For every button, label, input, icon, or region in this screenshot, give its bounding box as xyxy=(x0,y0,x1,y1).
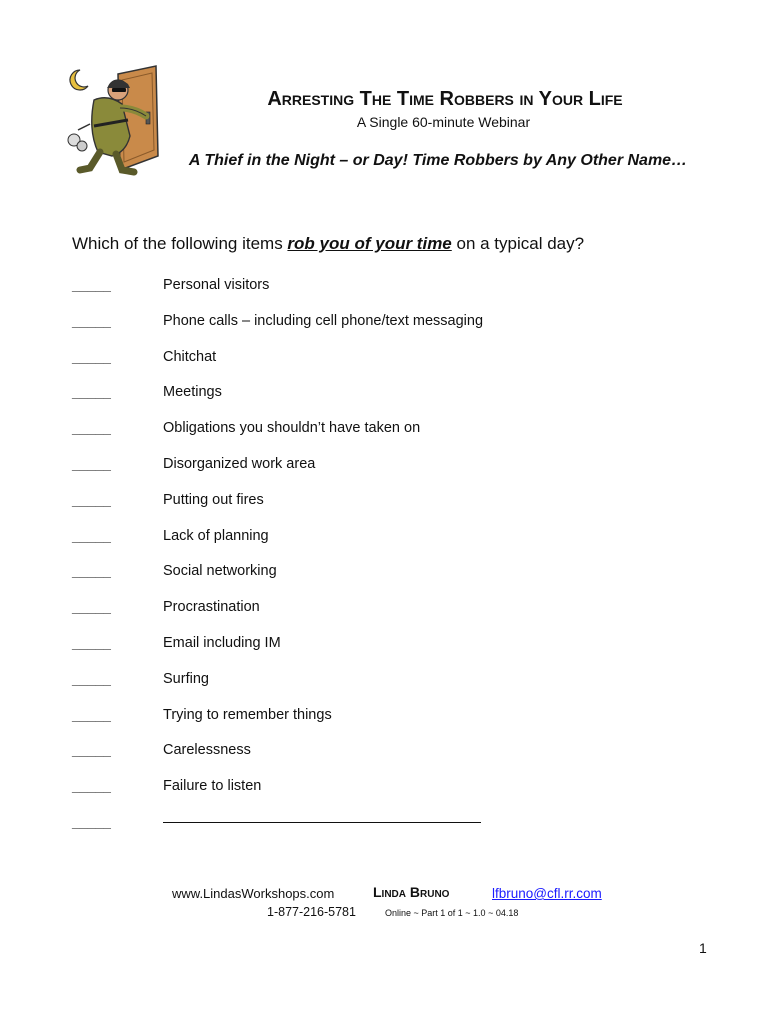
checklist-item-label: Surfing xyxy=(163,670,209,687)
checklist-item xyxy=(72,418,712,454)
question-text-before: Which of the following items xyxy=(72,234,288,253)
answer-blank[interactable]: _____ xyxy=(72,491,111,508)
checklist-item-label: Phone calls – including cell phone/text messaging xyxy=(163,312,484,329)
checklist-item xyxy=(72,526,712,562)
answer-blank[interactable]: _____ xyxy=(72,778,111,795)
checklist-item-label: Lack of planning xyxy=(163,527,269,544)
checklist-item xyxy=(72,382,712,418)
checklist-item xyxy=(72,347,712,383)
answer-blank[interactable]: _____ xyxy=(72,742,111,759)
answer-blank[interactable]: _____ xyxy=(72,348,111,365)
footer-meta: Online ~ Part 1 of 1 ~ 1.0 ~ 04.18 xyxy=(385,908,519,918)
answer-blank[interactable]: _____ xyxy=(72,527,111,544)
checklist-item xyxy=(72,490,712,526)
checklist-item-label: Email including IM xyxy=(163,634,281,651)
answer-blank[interactable]: _____ xyxy=(72,563,111,580)
question-text-after: on a typical day? xyxy=(451,234,585,253)
answer-blank[interactable]: _____ xyxy=(72,277,111,293)
checklist-item-label: Carelessness xyxy=(163,742,251,759)
checklist-item xyxy=(72,776,712,812)
checklist-item-label: Chitchat xyxy=(163,348,217,365)
checklist-item xyxy=(72,275,712,311)
answer-blank[interactable]: _____ xyxy=(72,455,111,472)
footer-email-link[interactable]: lfbruno@cfl.rr.com xyxy=(492,886,602,901)
checklist-item-label: Obligations you shouldn’t have taken on xyxy=(163,420,421,437)
checklist-item-other xyxy=(72,812,712,848)
answer-blank[interactable]: _____ xyxy=(72,706,111,723)
document-tagline: A Thief in the Night – or Day! Time Robbers by Any Other Name… xyxy=(188,152,688,169)
checklist-item xyxy=(72,669,712,705)
checklist-item-label: Disorganized work area xyxy=(163,455,316,472)
checklist-item xyxy=(72,311,712,347)
answer-blank[interactable]: _____ xyxy=(72,670,111,687)
checklist-item xyxy=(72,633,712,669)
checklist-item-label: Trying to remember things xyxy=(163,706,332,723)
answer-blank[interactable]: _____ xyxy=(72,420,111,437)
checklist-item xyxy=(72,705,712,741)
checklist-item-label: Failure to listen xyxy=(163,778,262,795)
answer-blank[interactable]: _____ xyxy=(72,384,111,401)
checklist xyxy=(72,275,712,848)
answer-blank[interactable]: _____ xyxy=(72,312,111,329)
page-number: 1 xyxy=(699,940,707,956)
checklist-item-label: Meetings xyxy=(163,384,222,401)
question-prompt xyxy=(72,234,584,254)
answer-blank[interactable]: _____ xyxy=(72,634,111,651)
checklist-item xyxy=(72,740,712,776)
answer-blank[interactable]: _____ xyxy=(72,599,111,616)
write-in-line[interactable] xyxy=(163,822,481,823)
checklist-item xyxy=(72,561,712,597)
footer-author-name: Linda Bruno xyxy=(373,884,450,900)
document-title: Arresting The Time Robbers in Your Life xyxy=(267,88,623,110)
checklist-item-label: Putting out fires xyxy=(163,491,264,508)
checklist-item-label: Social networking xyxy=(163,563,277,580)
checklist-item-label: Procrastination xyxy=(163,599,260,616)
checklist-item xyxy=(72,597,712,633)
document-subtitle: A Single 60-minute Webinar xyxy=(356,114,531,130)
footer-phone: 1-877-216-5781 xyxy=(267,905,356,919)
footer-website: www.LindasWorkshops.com xyxy=(172,886,335,901)
checklist-item-label: Personal visitors xyxy=(163,277,270,293)
checklist-item xyxy=(72,454,712,490)
answer-blank[interactable]: _____ xyxy=(72,813,111,830)
question-emphasis: rob you of your time xyxy=(287,234,452,253)
